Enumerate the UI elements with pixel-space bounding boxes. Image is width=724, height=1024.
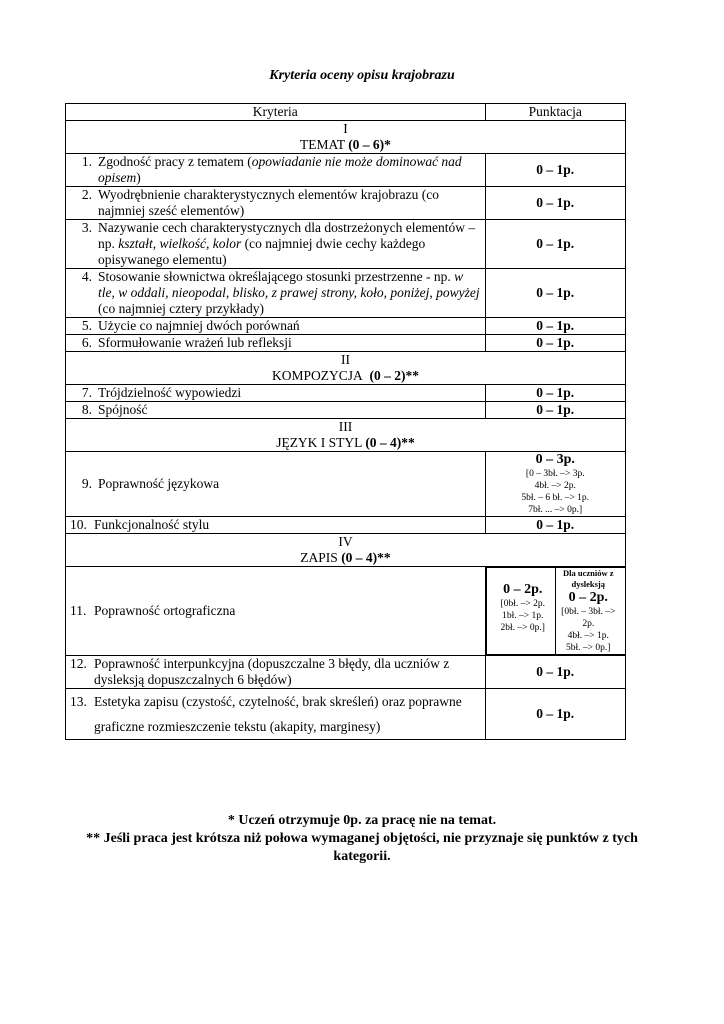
item-text: Trójdzielność wypowiedzi xyxy=(98,385,242,400)
item-number: 12. xyxy=(70,656,87,671)
table-row xyxy=(66,187,626,220)
section-range: (0 – 2)** xyxy=(369,368,419,383)
table-row xyxy=(66,452,626,517)
item-points: 0 – 1p. xyxy=(485,220,626,269)
section-row xyxy=(66,352,626,385)
error-scale-line: 4bł. –> 1p. xyxy=(567,631,609,641)
item-number: 5. xyxy=(81,318,92,333)
section-range: (0 – 4)** xyxy=(365,435,415,450)
dyslexia-label: Dla uczniów z dysleksją xyxy=(562,568,614,589)
item-number: 1. xyxy=(81,154,92,169)
item-number: 13. xyxy=(70,694,87,709)
error-scale-line: [0 – 3bł. –> 3p. xyxy=(525,469,585,479)
item-points xyxy=(485,452,626,517)
item-text: Poprawność interpunkcyjna (dopuszczalne 3 błędy, dla uczniów z dysleksją dopuszczalnych 6 błędów) xyxy=(94,656,450,687)
error-scale-line: 2bł. –> 0p.] xyxy=(500,623,545,633)
item-points: 0 – 1p. xyxy=(485,318,626,335)
table-row xyxy=(66,689,626,740)
table-row xyxy=(66,656,626,689)
item-text: Użycie co najmniej dwóch porównań xyxy=(98,318,300,333)
item-number: 11. xyxy=(70,603,87,618)
item-number: 8. xyxy=(81,402,92,417)
error-scale-line: 5bł. – 6 bł. –> 1p. xyxy=(521,493,590,503)
section-row xyxy=(66,534,626,567)
item-number: 6. xyxy=(81,335,92,350)
item-number: 10. xyxy=(70,517,87,532)
table-header-row xyxy=(66,104,626,121)
section-jezyk-i-styl xyxy=(66,419,626,452)
header-points: Punktacja xyxy=(485,104,626,121)
item-points: 0 – 1p. xyxy=(485,154,626,187)
document-title: Kryteria oceny opisu krajobrazu xyxy=(269,68,455,83)
footnote-1: * Uczeń otrzymuje 0p. za pracę nie na temat. xyxy=(227,813,497,828)
error-scale-line: [0bł. – 3bł. –> 2p. xyxy=(561,607,616,629)
footnotes xyxy=(60,812,664,866)
item-text: Poprawność ortograficzna xyxy=(94,603,236,618)
points-range: 0 – 2p. xyxy=(568,590,608,605)
section-range: (0 – 6)* xyxy=(348,137,391,152)
item-number: 9. xyxy=(81,476,92,491)
section-roman: I xyxy=(343,121,348,136)
item-text: Poprawność językowa xyxy=(98,476,220,491)
section-zapis xyxy=(66,534,626,567)
item-text: Nazywanie cech charakterystycznych dla dostrzeżonych elementów – np. kształt, wielkość, kolor (co najmniej dwie cechy każdego opisywanego elementu) xyxy=(98,220,476,267)
points-range: 0 – 2p. xyxy=(503,582,543,597)
item-points: 0 – 1p. xyxy=(485,402,626,419)
section-name: TEMAT xyxy=(300,137,345,152)
points-dyslexia xyxy=(556,568,621,654)
header-criteria: Kryteria xyxy=(66,104,486,121)
item-number: 2. xyxy=(81,187,92,202)
item-points xyxy=(486,567,626,655)
table-row xyxy=(66,220,626,269)
error-scale-line: 7bł. ... –> 0p.] xyxy=(528,505,583,515)
error-scale-line: 4bł. –> 2p. xyxy=(534,481,576,491)
item-points: 0 – 1p. xyxy=(485,656,626,689)
section-name: ZAPIS xyxy=(300,550,338,565)
table-row xyxy=(66,385,626,402)
section-roman: II xyxy=(341,352,350,367)
section-temat xyxy=(66,121,626,154)
footnote-2: ** Jeśli praca jest krótsza niż połowa wymaganej objętości, nie przyznaje się punktów z tych kategorii. xyxy=(86,831,638,864)
item-text: Estetyka zapisu (czystość, czytelność, brak skreśleń) oraz poprawne graficzne rozmieszczenie tekstu (akapity, marginesy) xyxy=(94,694,462,734)
item-number: 7. xyxy=(81,385,92,400)
error-scale-line: 5bł. –> 0p.] xyxy=(566,643,611,653)
item-points: 0 – 1p. xyxy=(485,385,626,402)
table-row xyxy=(66,269,626,318)
table-row xyxy=(66,402,626,419)
error-scale-line: [0bł. –> 2p. xyxy=(500,599,545,609)
item-points: 0 – 1p. xyxy=(485,689,626,740)
item-points: 0 – 1p. xyxy=(485,269,626,318)
points-range: 0 – 3p. xyxy=(535,452,575,467)
section-row xyxy=(66,121,626,154)
item-number: 4. xyxy=(81,269,92,284)
item-number: 3. xyxy=(81,220,92,235)
section-roman: IV xyxy=(338,534,353,549)
section-range: (0 – 4)** xyxy=(341,550,391,565)
item-text: Wyodrębnienie charakterystycznych elementów krajobrazu (co najmniej sześć elementów) xyxy=(98,187,440,218)
table-row xyxy=(66,154,626,187)
table-row xyxy=(66,335,626,352)
table-row xyxy=(66,567,626,656)
item-text: Funkcjonalność stylu xyxy=(94,517,210,532)
section-name: JĘZYK I STYL xyxy=(276,435,362,450)
section-roman: III xyxy=(338,419,353,434)
error-scale-line: 1bł. –> 1p. xyxy=(502,611,544,621)
points-standard xyxy=(491,568,557,654)
section-kompozycja xyxy=(66,352,626,385)
item-text: Sformułowanie wrażeń lub refleksji xyxy=(98,335,292,350)
item-points: 0 – 1p. xyxy=(485,517,626,534)
table-row xyxy=(66,517,626,534)
item-text: Spójność xyxy=(98,402,148,417)
section-name: KOMPOZYCJA xyxy=(271,368,363,383)
item-text: Zgodność pracy z tematem (opowiadanie nie może dominować nad opisem) xyxy=(98,154,462,185)
item-points: 0 – 1p. xyxy=(485,187,626,220)
item-text: Stosowanie słownictwa określającego stosunki przestrzenne - np. w tle, w oddali, nieopodal, blisko, z prawej strony, koło, poniżej, powyżej (co najmniej cztery przykłady) xyxy=(98,269,480,316)
section-row xyxy=(66,419,626,452)
table-row xyxy=(66,318,626,335)
criteria-table xyxy=(65,103,626,740)
item-points: 0 – 1p. xyxy=(485,335,626,352)
